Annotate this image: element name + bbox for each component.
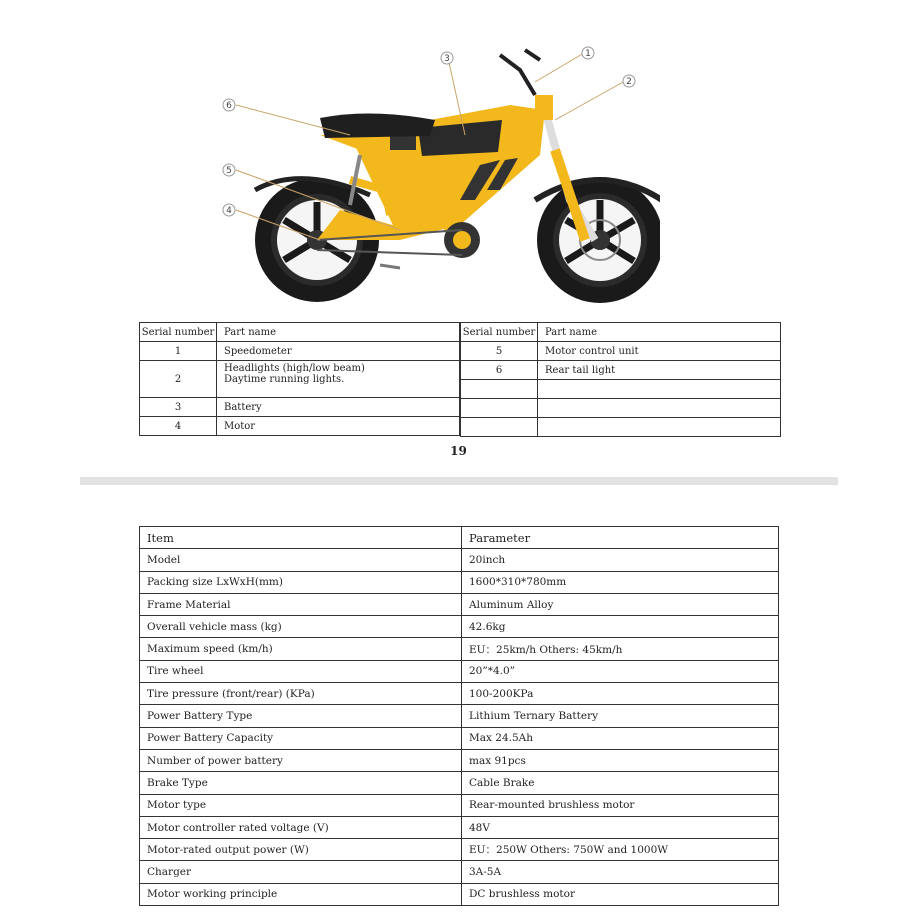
item-cell: Model bbox=[140, 549, 462, 571]
table-header-row bbox=[140, 323, 460, 342]
callout-6 bbox=[223, 99, 235, 111]
table-row bbox=[461, 418, 781, 437]
table-row bbox=[140, 361, 460, 398]
table-row bbox=[461, 380, 781, 399]
part-cell: Motor control unit bbox=[538, 342, 781, 361]
item-cell: Tire wheel bbox=[140, 660, 462, 682]
serial-header: Serial number bbox=[461, 323, 538, 342]
value-cell: Lithium Ternary Battery bbox=[462, 705, 779, 727]
svg-text:6: 6 bbox=[226, 101, 232, 111]
callout-3 bbox=[441, 52, 453, 64]
table-row bbox=[140, 683, 779, 705]
part-line: Headlights (high/low beam) bbox=[224, 363, 365, 374]
item-cell: Charger bbox=[140, 861, 462, 883]
serial-cell: 3 bbox=[140, 398, 217, 417]
part-cell bbox=[538, 399, 781, 418]
serial-cell bbox=[461, 418, 538, 437]
svg-text:4: 4 bbox=[226, 206, 232, 216]
table-row bbox=[140, 616, 779, 638]
value-cell: Rear-mounted brushless motor bbox=[462, 794, 779, 816]
seat bbox=[320, 113, 435, 138]
value-cell: 42.6kg bbox=[462, 616, 779, 638]
item-cell: Power Battery Capacity bbox=[140, 727, 462, 749]
table-row bbox=[140, 571, 779, 593]
table-row bbox=[140, 549, 779, 571]
item-cell: Frame Material bbox=[140, 593, 462, 615]
part-cell bbox=[538, 380, 781, 399]
table-row bbox=[140, 705, 779, 727]
part-cell bbox=[217, 361, 460, 398]
callout-1 bbox=[582, 47, 594, 59]
value-cell: Aluminum Alloy bbox=[462, 593, 779, 615]
part-line: Daytime running lights. bbox=[224, 374, 345, 385]
table-row bbox=[140, 749, 779, 771]
svg-text:1: 1 bbox=[585, 49, 591, 59]
serial-cell: 5 bbox=[461, 342, 538, 361]
part-cell: Motor bbox=[217, 417, 460, 436]
table-row bbox=[140, 398, 460, 417]
table-row bbox=[140, 794, 779, 816]
serial-cell: 2 bbox=[140, 361, 217, 398]
serial-cell: 1 bbox=[140, 342, 217, 361]
serial-cell bbox=[461, 399, 538, 418]
svg-text:2: 2 bbox=[626, 77, 632, 87]
table-header-row bbox=[140, 527, 779, 549]
value-cell: 100-200KPa bbox=[462, 683, 779, 705]
table-row bbox=[461, 399, 781, 418]
value-cell: 3A-5A bbox=[462, 861, 779, 883]
item-cell: Overall vehicle mass (kg) bbox=[140, 616, 462, 638]
front-wheel bbox=[537, 177, 660, 303]
table-row bbox=[461, 342, 781, 361]
value-cell: 48V bbox=[462, 816, 779, 838]
page-number: 19 bbox=[450, 444, 467, 458]
table-row bbox=[140, 727, 779, 749]
parts-table-right bbox=[460, 322, 781, 437]
ebike-illustration bbox=[200, 40, 660, 310]
svg-text:3: 3 bbox=[444, 54, 450, 64]
callout-2 bbox=[623, 75, 635, 87]
table-row bbox=[140, 417, 460, 436]
value-cell: 20inch bbox=[462, 549, 779, 571]
item-cell: Motor working principle bbox=[140, 883, 462, 905]
table-row bbox=[140, 593, 779, 615]
item-cell: Tire pressure (front/rear) (KPa) bbox=[140, 683, 462, 705]
callout-4 bbox=[223, 204, 235, 216]
item-cell: Packing size LxWxH(mm) bbox=[140, 571, 462, 593]
parameter-header: Parameter bbox=[462, 527, 779, 549]
value-cell: max 91pcs bbox=[462, 749, 779, 771]
svg-text:5: 5 bbox=[226, 166, 232, 176]
part-cell: Speedometer bbox=[217, 342, 460, 361]
value-cell: DC brushless motor bbox=[462, 883, 779, 905]
item-cell: Number of power battery bbox=[140, 749, 462, 771]
part-cell: Battery bbox=[217, 398, 460, 417]
value-cell: EU：25km/h Others: 45km/h bbox=[462, 638, 779, 660]
spec-table bbox=[139, 526, 779, 906]
item-cell: Brake Type bbox=[140, 772, 462, 794]
table-row bbox=[140, 839, 779, 861]
table-row bbox=[140, 772, 779, 794]
item-cell: Maximum speed (km/h) bbox=[140, 638, 462, 660]
item-cell: Motor controller rated voltage (V) bbox=[140, 816, 462, 838]
serial-cell: 6 bbox=[461, 361, 538, 380]
item-cell: Power Battery Type bbox=[140, 705, 462, 727]
table-row bbox=[140, 883, 779, 905]
headlight bbox=[535, 95, 553, 120]
item-cell: Motor-rated output power (W) bbox=[140, 839, 462, 861]
part-cell: Rear tail light bbox=[538, 361, 781, 380]
table-row bbox=[461, 361, 781, 380]
value-cell: 20”*4.0” bbox=[462, 660, 779, 682]
serial-header: Serial number bbox=[140, 323, 217, 342]
table-row bbox=[140, 638, 779, 660]
table-row bbox=[140, 660, 779, 682]
value-cell: Max 24.5Ah bbox=[462, 727, 779, 749]
value-cell: 1600*310*780mm bbox=[462, 571, 779, 593]
serial-cell bbox=[461, 380, 538, 399]
value-cell: EU：250W Others: 750W and 1000W bbox=[462, 839, 779, 861]
handlebar bbox=[500, 50, 540, 95]
callout-5 bbox=[223, 164, 235, 176]
parts-table-left bbox=[139, 322, 460, 436]
part-header: Part name bbox=[217, 323, 460, 342]
table-row bbox=[140, 861, 779, 883]
part-header: Part name bbox=[538, 323, 781, 342]
item-header: Item bbox=[140, 527, 462, 549]
serial-cell: 4 bbox=[140, 417, 217, 436]
table-header-row bbox=[461, 323, 781, 342]
page-divider bbox=[80, 477, 838, 485]
table-row bbox=[140, 342, 460, 361]
part-cell bbox=[538, 418, 781, 437]
value-cell: Cable Brake bbox=[462, 772, 779, 794]
item-cell: Motor type bbox=[140, 794, 462, 816]
table-row bbox=[140, 816, 779, 838]
